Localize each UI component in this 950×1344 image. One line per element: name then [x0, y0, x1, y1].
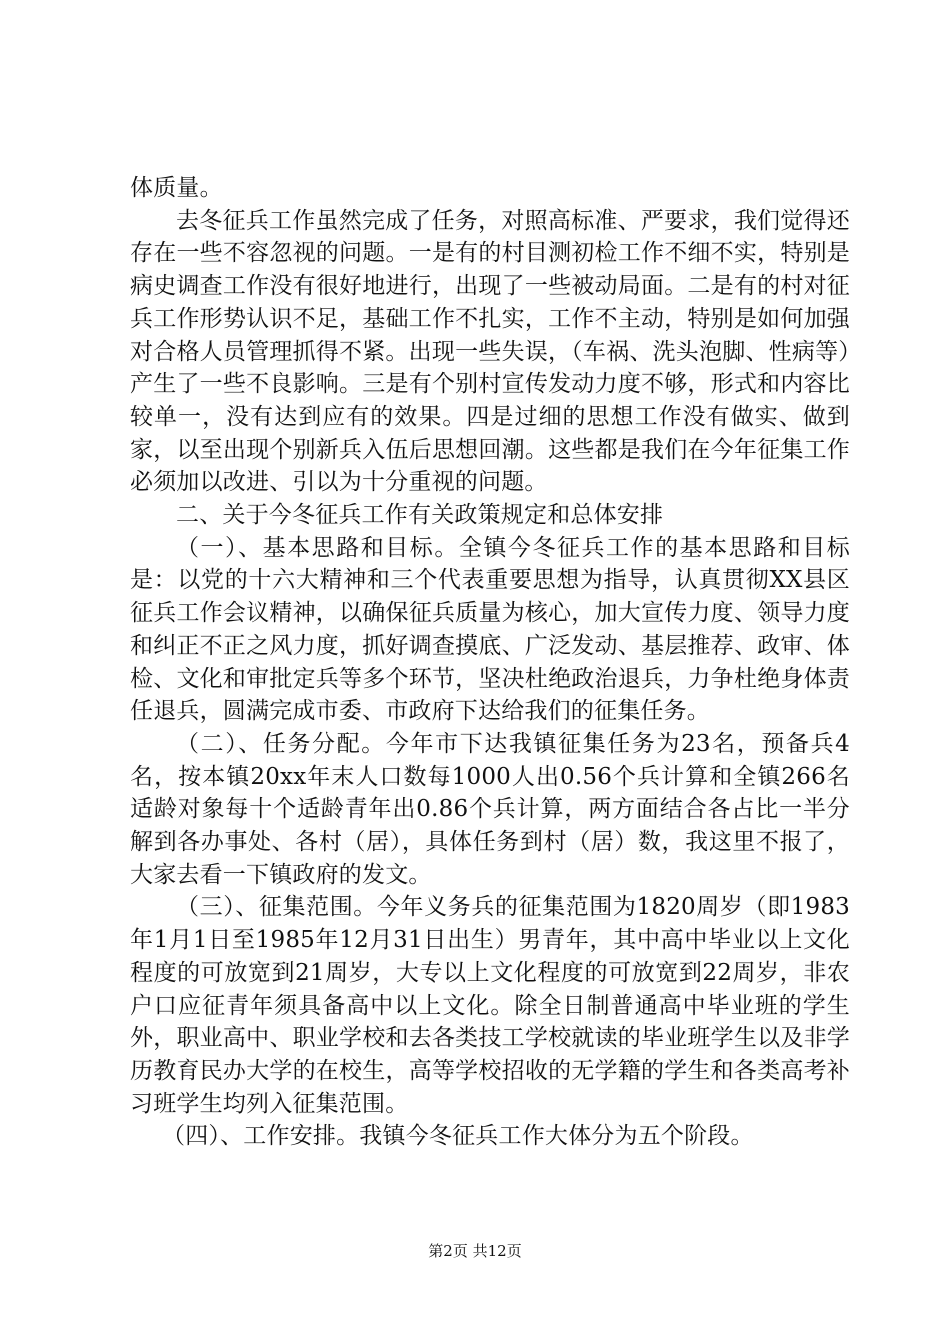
paragraph-last-year-problems: 去冬征兵工作虽然完成了任务，对照高标准、严要求，我们觉得还存在一些不容忽视的问题。一是有的村目测初检工作不细不实，特别是病史调查工作没有很好地进行，出现了一些被动局面。二是有的村对征兵工作形势认识不足，基础工作不扎实，工作不主动，特别是如何加强对合格人员管理抓得不紧。出现一些失误，（车祸、洗头泡脚、性病等）产生了一些不良影响。三是有个别村宣传发动力度不够，形式和内容比较单一，没有达到应有的效果。四是过细的思想工作没有做实、做到家，以至出现个别新兵入伍后思想回潮。这些都是我们在今年征集工作必须加以改进、引以为十分重视的问题。 [130, 207, 850, 496]
paragraph-task-allocation: （二）、任务分配。今年市下达我镇征集任务为23名，预备兵4名，按本镇20xx年末人口数每1000人出0.56个兵计算和全镇266名适龄对象每十个适龄青年出0.86个兵计算，两方面结合各占比一半分解到各办事处、各村（居），具体任务到村（居）数，我这里不报了，大家去看一下镇政府的发文。 [130, 730, 850, 888]
page-number-footer: 第2页 共12页 [428, 1242, 522, 1260]
paragraph-work-arrangement: （四）、工作安排。我镇今冬征兵工作大体分为五个阶段。 [162, 1123, 754, 1150]
paragraph-continuation: 体质量。 [130, 175, 223, 201]
paragraph-recruitment-scope: （三）、征集范围。今年义务兵的征集范围为1820周岁（即1983年1月1日至1985年12月31日出生）男青年，其中高中毕业以上文化程度的可放宽到21周岁，大专以上文化程度的可放宽到22周岁，非农户口应征青年须具备高中以上文化。除全日制普通高中毕业班的学生外，职业高中、职业学校和去各类技工学校就读的毕业班学生以及非学历教育民办大学的在校生，高等学校招收的无学籍的学生和各类高考补习班学生均列入征集范围。 [130, 894, 850, 1117]
paragraph-basic-approach: （一）、基本思路和目标。全镇今冬征兵工作的基本思路和目标是：以党的十六大精神和三个代表重要思想为指导，认真贯彻XX县区征兵工作会议精神，以确保征兵质量为核心，加大宣传力度、领导力度和纠正不正之风力度，抓好调查摸底、广泛发动、基层推荐、政审、体检、文化和审批定兵等多个环节，坚决杜绝政治退兵，力争杜绝身体责任退兵，圆满完成市委、市政府下达给我们的征集任务。 [130, 534, 850, 725]
document-body [130, 172, 850, 1153]
section-heading-policy: 二、关于今冬征兵工作有关政策规定和总体安排 [176, 502, 664, 529]
